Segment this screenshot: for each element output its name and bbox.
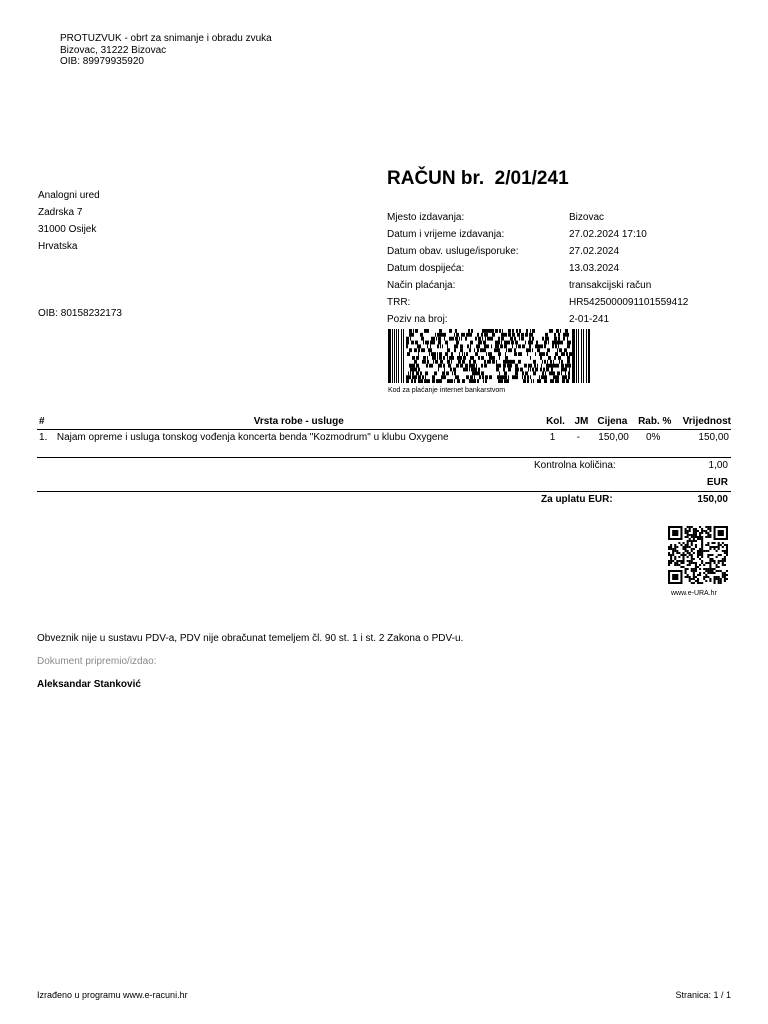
footer-software-note: Izrađeno u programu www.e-racuni.hr bbox=[37, 990, 188, 1000]
col-kol-header: Kol. bbox=[546, 416, 565, 427]
buyer-oib: OIB: 80158232173 bbox=[38, 308, 122, 319]
meta-label: Mjesto izdavanja: bbox=[387, 212, 465, 223]
meta-row bbox=[387, 228, 727, 245]
invoice-meta bbox=[387, 211, 727, 330]
prepared-by-name: Aleksandar Stanković bbox=[37, 679, 141, 690]
control-quantity-label: Kontrolna količina: bbox=[534, 460, 616, 471]
page-number: Stranica: 1 / 1 bbox=[675, 990, 731, 1000]
meta-value: HR5425000091101559412 bbox=[569, 297, 689, 308]
row-num: 1. bbox=[39, 432, 48, 443]
totals-divider bbox=[37, 491, 731, 492]
issuer-block bbox=[60, 33, 272, 68]
meta-value: transakcijski račun bbox=[569, 280, 652, 291]
prepared-by-label: Dokument pripremio/izdao: bbox=[37, 656, 157, 667]
meta-row bbox=[387, 313, 727, 330]
row-jm: - bbox=[576, 432, 580, 443]
col-vrijednost-header: Vrijednost bbox=[682, 416, 732, 427]
buyer-block bbox=[38, 190, 100, 258]
buyer-country: Hrvatska bbox=[38, 241, 78, 252]
meta-label: TRR: bbox=[387, 297, 411, 308]
col-rab-header: Rab. % bbox=[638, 416, 672, 427]
table-row bbox=[37, 430, 731, 446]
meta-row bbox=[387, 296, 727, 313]
col-desc-header: Vrsta robe - usluge bbox=[253, 416, 344, 427]
row-kol: 1 bbox=[549, 432, 556, 443]
amount-due-label: Za uplatu EUR: bbox=[541, 494, 613, 505]
row-desc: Najam opreme i usluga tonskog vođenja koncerta benda "Kozmodrum" u klubu Oxygene bbox=[56, 432, 449, 443]
vat-note: Obveznik nije u sustavu PDV-a, PDV nije obračunat temeljem čl. 90 st. 1 i st. 2 Zakona o PDV-u. bbox=[37, 633, 464, 644]
meta-row bbox=[387, 211, 727, 228]
currency-label: EUR bbox=[706, 477, 728, 488]
items-table bbox=[37, 415, 731, 446]
control-quantity-value: 1,00 bbox=[708, 460, 728, 471]
row-cijena: 150,00 bbox=[598, 432, 629, 443]
invoice-title: RAČUN br. 2/01/241 bbox=[387, 168, 569, 189]
buyer-name: Analogni ured bbox=[38, 190, 100, 201]
verification-qr-code bbox=[668, 526, 728, 584]
meta-value: 27.02.2024 bbox=[569, 246, 620, 257]
items-end-divider bbox=[37, 457, 731, 458]
meta-label: Način plaćanja: bbox=[387, 280, 456, 291]
row-rab: 0% bbox=[645, 432, 661, 443]
meta-value: 2-01-241 bbox=[569, 314, 610, 325]
qr-caption: www.e-URA.hr bbox=[671, 590, 717, 597]
meta-row bbox=[387, 245, 727, 262]
meta-value: 27.02.2024 17:10 bbox=[569, 229, 647, 240]
meta-value: Bizovac bbox=[569, 212, 605, 223]
buyer-city: 31000 Osijek bbox=[38, 224, 97, 235]
meta-label: Datum dospijeća: bbox=[387, 263, 465, 274]
meta-row bbox=[387, 262, 727, 279]
items-header bbox=[37, 415, 731, 430]
meta-label: Poziv na broj: bbox=[387, 314, 448, 325]
col-num-header: # bbox=[39, 416, 45, 427]
meta-value: 13.03.2024 bbox=[569, 263, 620, 274]
payment-barcode bbox=[388, 329, 590, 383]
amount-due-value: 150,00 bbox=[697, 494, 728, 505]
issuer-oib: OIB: 89979935920 bbox=[60, 56, 144, 67]
issuer-address: Bizovac, 31222 Bizovac bbox=[60, 44, 167, 56]
issuer-name: PROTUZVUK - obrt za snimanje i obradu zvuka bbox=[60, 33, 272, 44]
buyer-street: Zadrska 7 bbox=[38, 207, 83, 218]
meta-label: Datum i vrijeme izdavanja: bbox=[387, 229, 505, 240]
barcode-caption: Kod za plaćanje internet bankarstvom bbox=[388, 387, 506, 394]
meta-row bbox=[387, 279, 727, 296]
col-jm-header: JM bbox=[574, 416, 589, 427]
row-vrijednost: 150,00 bbox=[698, 432, 729, 443]
meta-label: Datum obav. usluge/isporuke: bbox=[387, 246, 519, 257]
col-cijena-header: Cijena bbox=[597, 416, 628, 427]
